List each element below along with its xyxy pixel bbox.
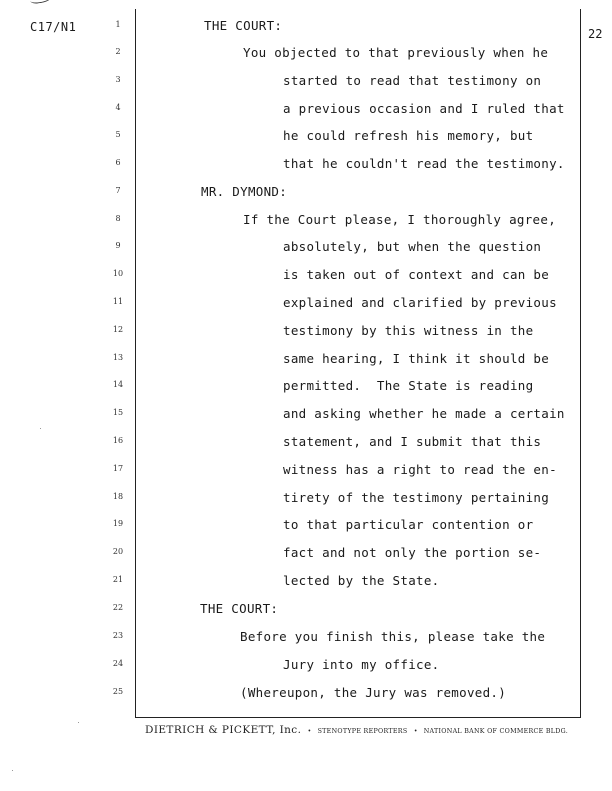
line-number: 9 <box>115 241 121 250</box>
transcript-line: he could refresh his memory, but <box>283 128 534 143</box>
footer-firm: DIETRICH & PICKETT, Inc. <box>145 724 302 736</box>
margin-rule-right <box>580 9 581 718</box>
transcript-line: and asking whether he made a certain <box>283 406 565 421</box>
line-number: 14 <box>112 380 124 389</box>
line-number: 2 <box>115 47 121 56</box>
footer-service: STENOTYPE REPORTERS <box>317 728 408 735</box>
transcript-line: to that particular contention or <box>283 517 534 532</box>
line-number: 3 <box>115 75 121 84</box>
line-number: 18 <box>112 492 124 501</box>
line-number: 20 <box>112 547 124 556</box>
line-number: 12 <box>112 325 124 334</box>
handwritten-mark <box>29 0 52 4</box>
document-code: C17/N1 <box>30 20 77 34</box>
transcript-line: (Whereupon, the Jury was removed.) <box>240 685 507 700</box>
transcript-line: THE COURT: <box>204 18 283 33</box>
transcript-line: started to read that testimony on <box>283 73 542 88</box>
transcript-line: testimony by this witness in the <box>283 323 534 338</box>
line-number: 22 <box>112 603 124 612</box>
transcript-line: a previous occasion and I ruled that <box>283 101 565 116</box>
transcript-line: witness has a right to read the en- <box>283 462 557 477</box>
reporter-footer <box>145 724 575 736</box>
line-number: 1 <box>115 20 121 29</box>
line-number: 5 <box>115 130 121 139</box>
transcript-line: explained and clarified by previous <box>283 295 557 310</box>
line-number: 17 <box>112 464 124 473</box>
transcript-line: tirety of the testimony pertaining <box>283 490 550 505</box>
transcript-line: that he couldn't read the testimony. <box>283 156 565 171</box>
line-number: 4 <box>115 103 121 112</box>
transcript-line: MR. DYMOND: <box>201 184 288 199</box>
transcript-line: fact and not only the portion se- <box>283 545 542 560</box>
line-number: 13 <box>112 353 124 362</box>
margin-rule-left <box>135 9 136 718</box>
paper-speck <box>78 722 79 723</box>
line-number: 21 <box>112 575 124 584</box>
line-number: 8 <box>115 214 121 223</box>
transcript-line: absolutely, but when the question <box>283 239 542 254</box>
transcript-line: lected by the State. <box>283 573 440 588</box>
footer-address: NATIONAL BANK OF COMMERCE BLDG. <box>423 728 569 735</box>
line-number: 19 <box>112 519 124 528</box>
line-number: 25 <box>112 687 124 696</box>
line-number: 16 <box>112 436 124 445</box>
transcript-line: If the Court please, I thoroughly agree, <box>243 212 557 227</box>
line-number: 7 <box>115 186 121 195</box>
paper-speck <box>12 770 13 771</box>
footer-separator: • <box>307 728 312 735</box>
footer-separator: • <box>413 728 418 735</box>
transcript-line: THE COURT: <box>200 601 279 616</box>
margin-rule-bottom <box>135 717 581 718</box>
transcript-line: permitted. The State is reading <box>283 378 534 393</box>
line-number: 23 <box>112 631 124 640</box>
transcript-line: Before you finish this, please take the <box>240 629 546 644</box>
line-number: 11 <box>112 297 124 306</box>
transcript-line: statement, and I submit that this <box>283 434 542 449</box>
paper-speck <box>40 428 41 429</box>
page-number: 22 <box>588 27 603 41</box>
line-number: 15 <box>112 408 124 417</box>
line-number: 10 <box>112 269 124 278</box>
line-number: 24 <box>112 659 124 668</box>
line-number: 6 <box>115 158 121 167</box>
transcript-line: is taken out of context and can be <box>283 267 550 282</box>
transcript-line: Jury into my office. <box>283 657 440 672</box>
transcript-line: You objected to that previously when he <box>243 45 549 60</box>
transcript-line: same hearing, I think it should be <box>283 351 550 366</box>
